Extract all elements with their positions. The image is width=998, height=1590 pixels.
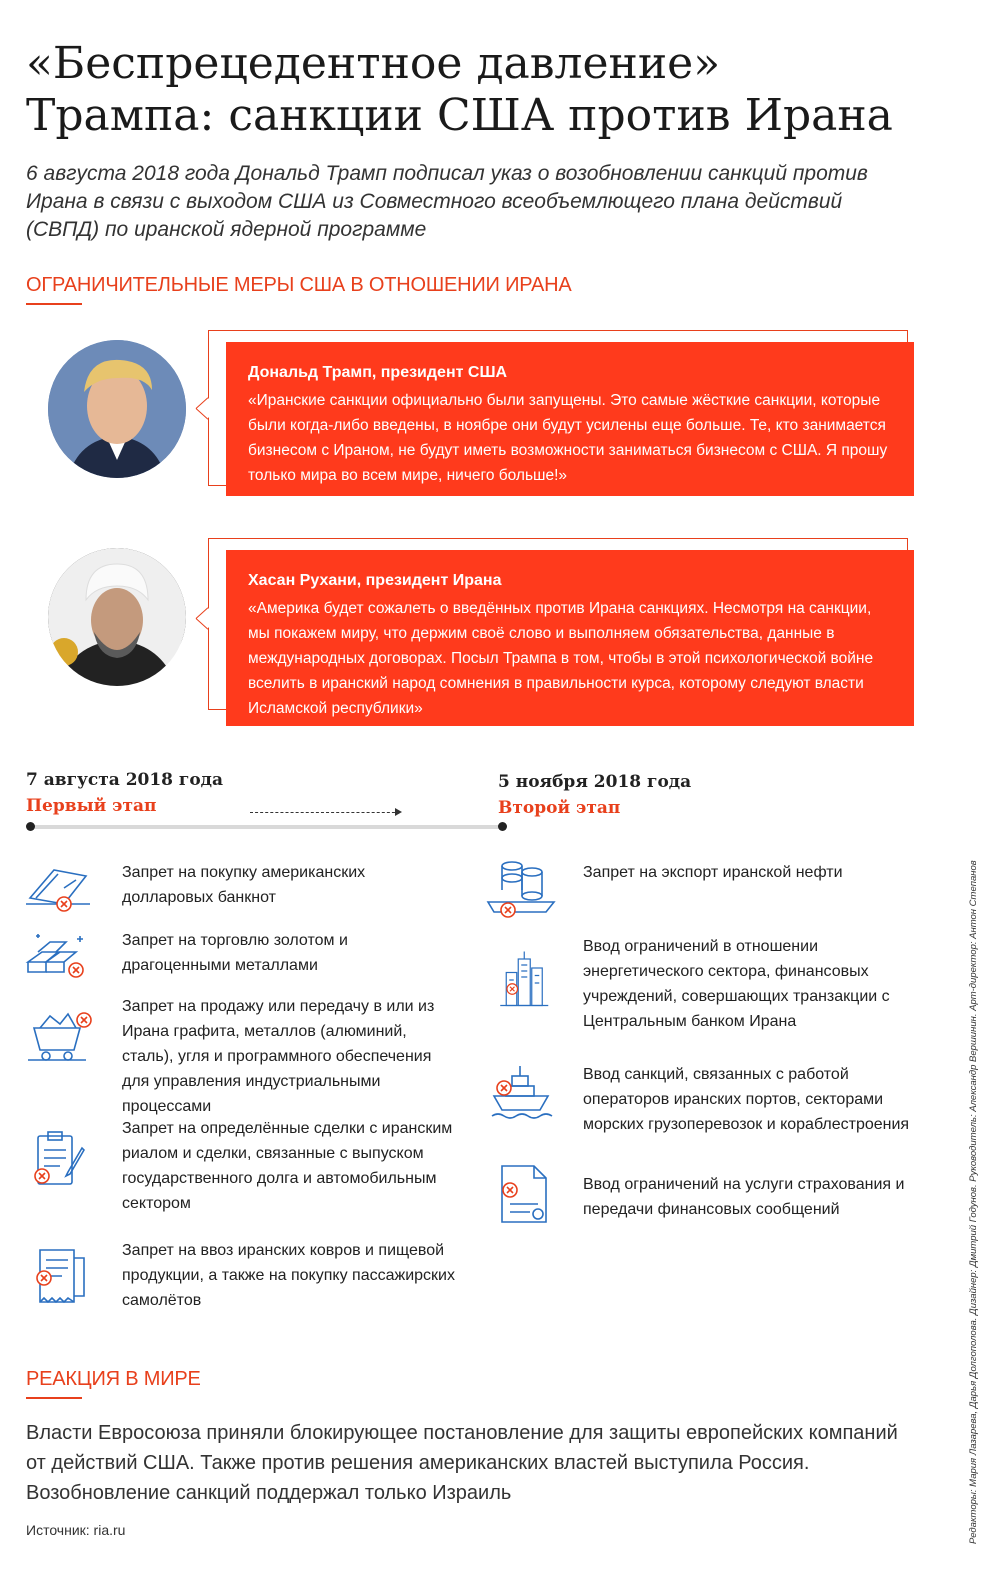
quote-author: Хасан Рухани, президент Ирана — [248, 572, 502, 589]
reaction-section-heading: РЕАКЦИЯ В МИРЕ — [26, 1368, 201, 1390]
quote-author: Дональд Трамп, президент США — [248, 364, 508, 381]
timeline-arrow-icon — [250, 812, 400, 813]
reaction-paragraph: Власти Евросоюза приняли блокирующее постановление для защиты европейских компаний от действий США. Также против решения американских властей выступила Россия. Возобновление санкций поддержал только Израиль — [26, 1422, 898, 1504]
stage2-label: Второй этап — [498, 798, 621, 818]
timeline-dot-start — [26, 822, 35, 831]
stage1-item-5: Запрет на ввоз иранских ковров и пищевой продукции, а также на покупку пассажирских самолётов — [122, 1242, 455, 1309]
source-note: Источник: ria.ru — [26, 1522, 126, 1538]
quote-box-trump — [226, 342, 914, 496]
rouhani-photo — [48, 548, 186, 686]
gold-bars-icon — [24, 928, 94, 988]
stage2-date: 5 ноября 2018 года — [498, 772, 692, 792]
document-icon — [490, 1164, 560, 1224]
page-title — [26, 38, 966, 142]
stage1-item-1: Запрет на покупку американских долларовых банкнот — [122, 864, 366, 906]
quote-pointer-trump — [198, 388, 220, 428]
timeline-dot-end — [498, 822, 507, 831]
quote-text: «Америка будет сожалеть о введённых против Ирана санкциях. Несмотря на санкции, мы покажем миру, что держим своё слово и выполняем обязательства, данные в международных договорах. Посыл Трампа в том, чтобы в этой психологической войне вселить в иранский народ сомнения в правильности курса, которому следуют власти Исламской республики» — [248, 600, 874, 717]
measures-section-heading: ОГРАНИЧИТЕЛЬНЫЕ МЕРЫ США В ОТНОШЕНИИ ИРАНА — [26, 274, 572, 296]
trump-photo — [48, 340, 186, 478]
quote-pointer-rouhani — [198, 598, 220, 638]
quote-text: «Иранские санкции официально были запущены. Это самые жёсткие санкции, которые были когда-либо введены, в ноябре они будут усилены еще больше. Те, кто занимается бизнесом с Ираном, не будут иметь возможности заниматься бизнесом с США. Я прошу только мира во всем мире, ничего больше!» — [248, 392, 888, 484]
trump-portrait-icon — [48, 340, 186, 478]
stage1-item-3: Запрет на продажу или передачу в или из Ирана графита, металлов (алюминий, сталь), угля и программного обеспечения для управления индустриальными процессами — [122, 998, 435, 1115]
stage1-date: 7 августа 2018 года — [26, 770, 224, 790]
stage1-item-4: Запрет на определённые сделки с иранским риалом и сделки, связанные с выпуском государственного долга и автомобильным сектором — [122, 1120, 453, 1212]
title-line-2: Трампа: санкции США против Ирана — [26, 90, 893, 141]
clipboard-pen-icon — [26, 1130, 96, 1190]
rouhani-portrait-icon — [48, 548, 186, 686]
stage2-item-1: Запрет на экспорт иранской нефти — [583, 864, 843, 881]
city-buildings-icon — [490, 950, 560, 1010]
stage2-item-3: Ввод санкций, связанных с работой операторов иранских портов, секторами морских грузоперевозок и кораблестроения — [583, 1066, 910, 1133]
lead-paragraph: 6 августа 2018 года Дональд Трамп подписал указ о возобновлении санкций против Ирана в связи с выходом США из Совместного всеобъемлющего плана действий (СВПД) по иранской ядерной программе — [26, 162, 868, 241]
banknotes-icon — [24, 858, 94, 918]
stage1-item-2: Запрет на торговлю золотом и драгоценными металлами — [122, 932, 348, 974]
oil-barrels-icon — [486, 858, 556, 918]
timeline-bar — [30, 825, 502, 829]
quote-box-rouhani — [226, 550, 914, 726]
title-line-1: «Беспрецедентное давление» — [26, 38, 721, 89]
stage1-label: Первый этап — [26, 796, 157, 816]
stage2-item-2: Ввод ограничений в отношении энергетического сектора, финансовых учреждений, совершающих транзакции с Центральным банком Ирана — [583, 938, 890, 1030]
receipt-icon — [26, 1246, 96, 1306]
stage2-item-4: Ввод ограничений на услуги страхования и передачи финансовых сообщений — [583, 1176, 905, 1218]
credits-vertical: Редакторы: Мария Лазарева, Дарья Долгополова. Дизайнер: Дмитрий Годунов. Руководитель: Александр Вершинин. Арт-директор: Антон Степанов — [968, 860, 979, 1544]
ship-icon — [488, 1064, 558, 1124]
mine-cart-icon — [26, 1004, 96, 1064]
